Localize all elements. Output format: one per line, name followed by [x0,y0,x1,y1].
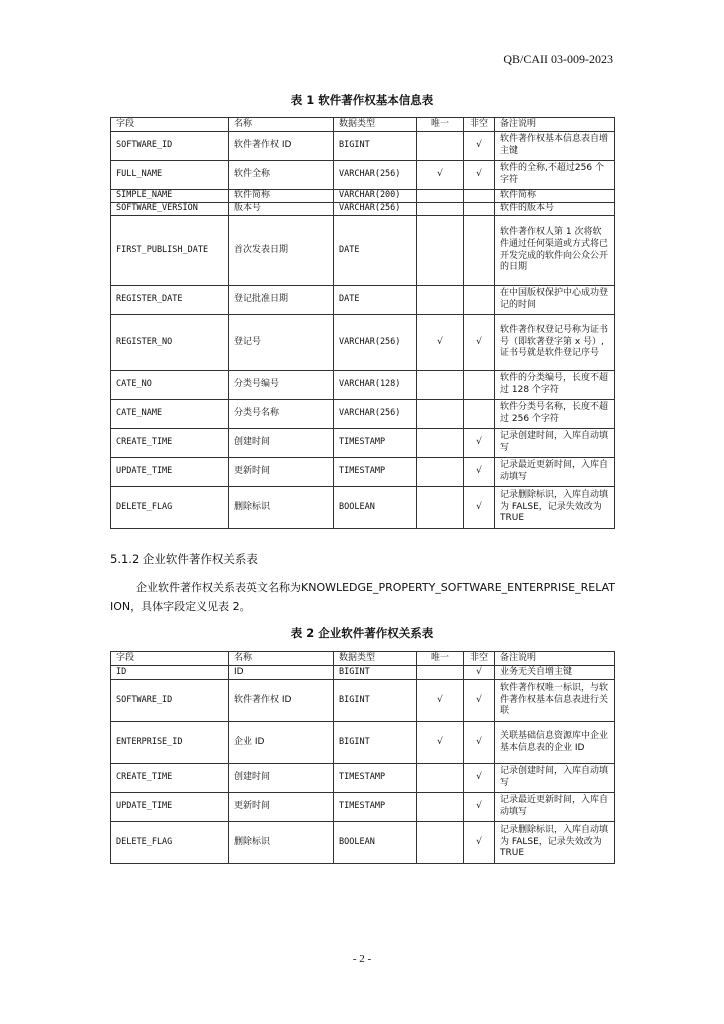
section-heading: 5.1.2 企业软件著作权关系表 [110,552,258,566]
cell-not-null: √ [464,764,495,793]
cell-name: 创建时间 [229,764,334,793]
table-row [111,458,615,487]
cell-not-null: √ [464,722,495,764]
cell-unique [417,458,464,487]
cell-unique: √ [417,315,464,371]
cell-unique [417,216,464,286]
header-unique: 唯一 [417,118,464,132]
cell-name: 登记号 [229,315,334,371]
cell-name: 软件著作权 ID [229,680,334,722]
cell-field: UPDATE_TIME [111,458,229,487]
cell-type: VARCHAR(256) [334,315,417,371]
cell-field: DELETE_FLAG [111,822,229,864]
cell-not-null [464,371,495,400]
cell-type: DATE [334,286,417,315]
cell-not-null: √ [464,429,495,458]
header-description: 备注说明 [495,652,615,666]
cell-not-null [464,216,495,286]
cell-type: DATE [334,216,417,286]
cell-type: TIMESTAMP [334,429,417,458]
cell-field: UPDATE_TIME [111,793,229,822]
software-copyright-basic-info-table [110,117,615,529]
cell-description: 软件著作权唯一标识，与软件著作权基本信息表进行关联 [495,680,615,722]
cell-type: VARCHAR(256) [334,203,417,216]
cell-unique [417,822,464,864]
table-row [111,315,615,371]
table-row [111,286,615,315]
cell-unique [417,371,464,400]
cell-unique [417,203,464,216]
table-row [111,216,615,286]
cell-field: ID [111,666,229,680]
cell-description: 记录创建时间，入库自动填写 [495,429,615,458]
cell-unique [417,132,464,161]
header-description: 备注说明 [495,118,615,132]
cell-unique [417,487,464,529]
cell-unique [417,764,464,793]
cell-name: 软件简称 [229,190,334,203]
cell-description: 软件著作权人第 1 次将软件通过任何渠道或方式将已开发完成的软件向公众公开的日期 [495,216,615,286]
table-row [111,203,615,216]
cell-not-null: √ [464,822,495,864]
cell-field: CATE_NO [111,371,229,400]
table-row [111,371,615,400]
cell-description: 软件著作权基本信息表自增主键 [495,132,615,161]
cell-unique: √ [417,680,464,722]
cell-not-null: √ [464,161,495,190]
cell-name: 软件全称 [229,161,334,190]
cell-name: ID [229,666,334,680]
body-paragraph: 企业软件著作权关系表英文名称为KNOWLEDGE_PROPERTY_SOFTWARE_ENTERPRISE_RELATION，具体字段定义见表 2。 [110,581,615,613]
cell-unique: √ [417,161,464,190]
cell-description: 记录删除标识，入库自动填为 FALSE，记录失效改为 TRUE [495,487,615,529]
table-row [111,666,615,680]
table-row [111,190,615,203]
cell-type: BIGINT [334,666,417,680]
header-name: 名称 [229,118,334,132]
cell-type: BOOLEAN [334,487,417,529]
header-field: 字段 [111,652,229,666]
cell-not-null [464,400,495,429]
table-row [111,132,615,161]
table-1-caption: 表 1 软件著作权基本信息表 [290,93,434,107]
cell-description: 记录最近更新时间，入库自动填写 [495,793,615,822]
table-header-row [111,118,615,132]
cell-not-null [464,286,495,315]
cell-name: 软件著作权 ID [229,132,334,161]
table-row [111,487,615,529]
cell-not-null [464,203,495,216]
cell-not-null: √ [464,680,495,722]
enterprise-software-copyright-relation-table [110,651,615,864]
cell-type: TIMESTAMP [334,764,417,793]
table-row [111,722,615,764]
cell-name: 分类号名称 [229,400,334,429]
cell-description: 记录删除标识，入库自动填为 FALSE，记录失效改为 TRUE [495,822,615,864]
cell-description: 软件著作权登记号称为证书号（即软著登字第 x 号）,证书号就是软件登记序号 [495,315,615,371]
cell-name: 更新时间 [229,793,334,822]
cell-name: 登记批准日期 [229,286,334,315]
header-unique: 唯一 [417,652,464,666]
table-row [111,793,615,822]
cell-field: CREATE_TIME [111,429,229,458]
cell-description: 软件的版本号 [495,203,615,216]
table-row [111,764,615,793]
cell-description: 软件的全称,不超过256 个字符 [495,161,615,190]
cell-not-null: √ [464,487,495,529]
header-not-null: 非空 [464,118,495,132]
table-row [111,400,615,429]
cell-field: DELETE_FLAG [111,487,229,529]
table-header-row [111,652,615,666]
cell-field: REGISTER_NO [111,315,229,371]
cell-name: 更新时间 [229,458,334,487]
cell-field: CREATE_TIME [111,764,229,793]
cell-not-null: √ [464,666,495,680]
cell-field: ENTERPRISE_ID [111,722,229,764]
cell-name: 创建时间 [229,429,334,458]
document-code: QB/CAII 03-009-2023 [503,52,613,66]
header-field: 字段 [111,118,229,132]
cell-field: SIMPLE_NAME [111,190,229,203]
cell-not-null: √ [464,315,495,371]
table-2-caption: 表 2 企业软件著作权关系表 [290,626,434,640]
cell-field: CATE_NAME [111,400,229,429]
cell-not-null [464,190,495,203]
header-type: 数据类型 [334,652,417,666]
cell-name: 删除标识 [229,822,334,864]
cell-field: REGISTER_DATE [111,286,229,315]
header-not-null: 非空 [464,652,495,666]
cell-field: SOFTWARE_VERSION [111,203,229,216]
cell-description: 软件简称 [495,190,615,203]
cell-type: VARCHAR(256) [334,161,417,190]
cell-unique [417,400,464,429]
cell-field: FULL_NAME [111,161,229,190]
cell-unique [417,429,464,458]
cell-not-null: √ [464,458,495,487]
cell-name: 企业 ID [229,722,334,764]
table-row [111,822,615,864]
cell-type: VARCHAR(256) [334,400,417,429]
cell-unique [417,793,464,822]
cell-not-null: √ [464,793,495,822]
cell-field: SOFTWARE_ID [111,680,229,722]
cell-field: FIRST_PUBLISH_DATE [111,216,229,286]
cell-unique [417,190,464,203]
cell-description: 软件分类号名称，长度不超过 256 个字符 [495,400,615,429]
cell-description: 业务无关自增主键 [495,666,615,680]
table-row [111,680,615,722]
cell-description: 在中国版权保护中心成功登记的时间 [495,286,615,315]
cell-unique: √ [417,722,464,764]
cell-type: VARCHAR(200) [334,190,417,203]
table-row [111,429,615,458]
cell-name: 分类号编号 [229,371,334,400]
cell-description: 记录创建时间，入库自动填写 [495,764,615,793]
cell-type: VARCHAR(128) [334,371,417,400]
cell-name: 首次发表日期 [229,216,334,286]
cell-type: BOOLEAN [334,822,417,864]
cell-description: 记录最近更新时间，入库自动填写 [495,458,615,487]
cell-name: 版本号 [229,203,334,216]
cell-type: TIMESTAMP [334,793,417,822]
header-type: 数据类型 [334,118,417,132]
cell-unique [417,666,464,680]
cell-description: 软件的分类编号，长度不超过 128 个字符 [495,371,615,400]
page-number: - 2 - [352,953,372,965]
cell-not-null: √ [464,132,495,161]
cell-type: BIGINT [334,722,417,764]
table-row [111,161,615,190]
cell-field: SOFTWARE_ID [111,132,229,161]
header-name: 名称 [229,652,334,666]
cell-type: BIGINT [334,680,417,722]
cell-type: TIMESTAMP [334,458,417,487]
cell-name: 删除标识 [229,487,334,529]
cell-type: BIGINT [334,132,417,161]
cell-unique [417,286,464,315]
cell-description: 关联基础信息资源库中企业基本信息表的企业 ID [495,722,615,764]
